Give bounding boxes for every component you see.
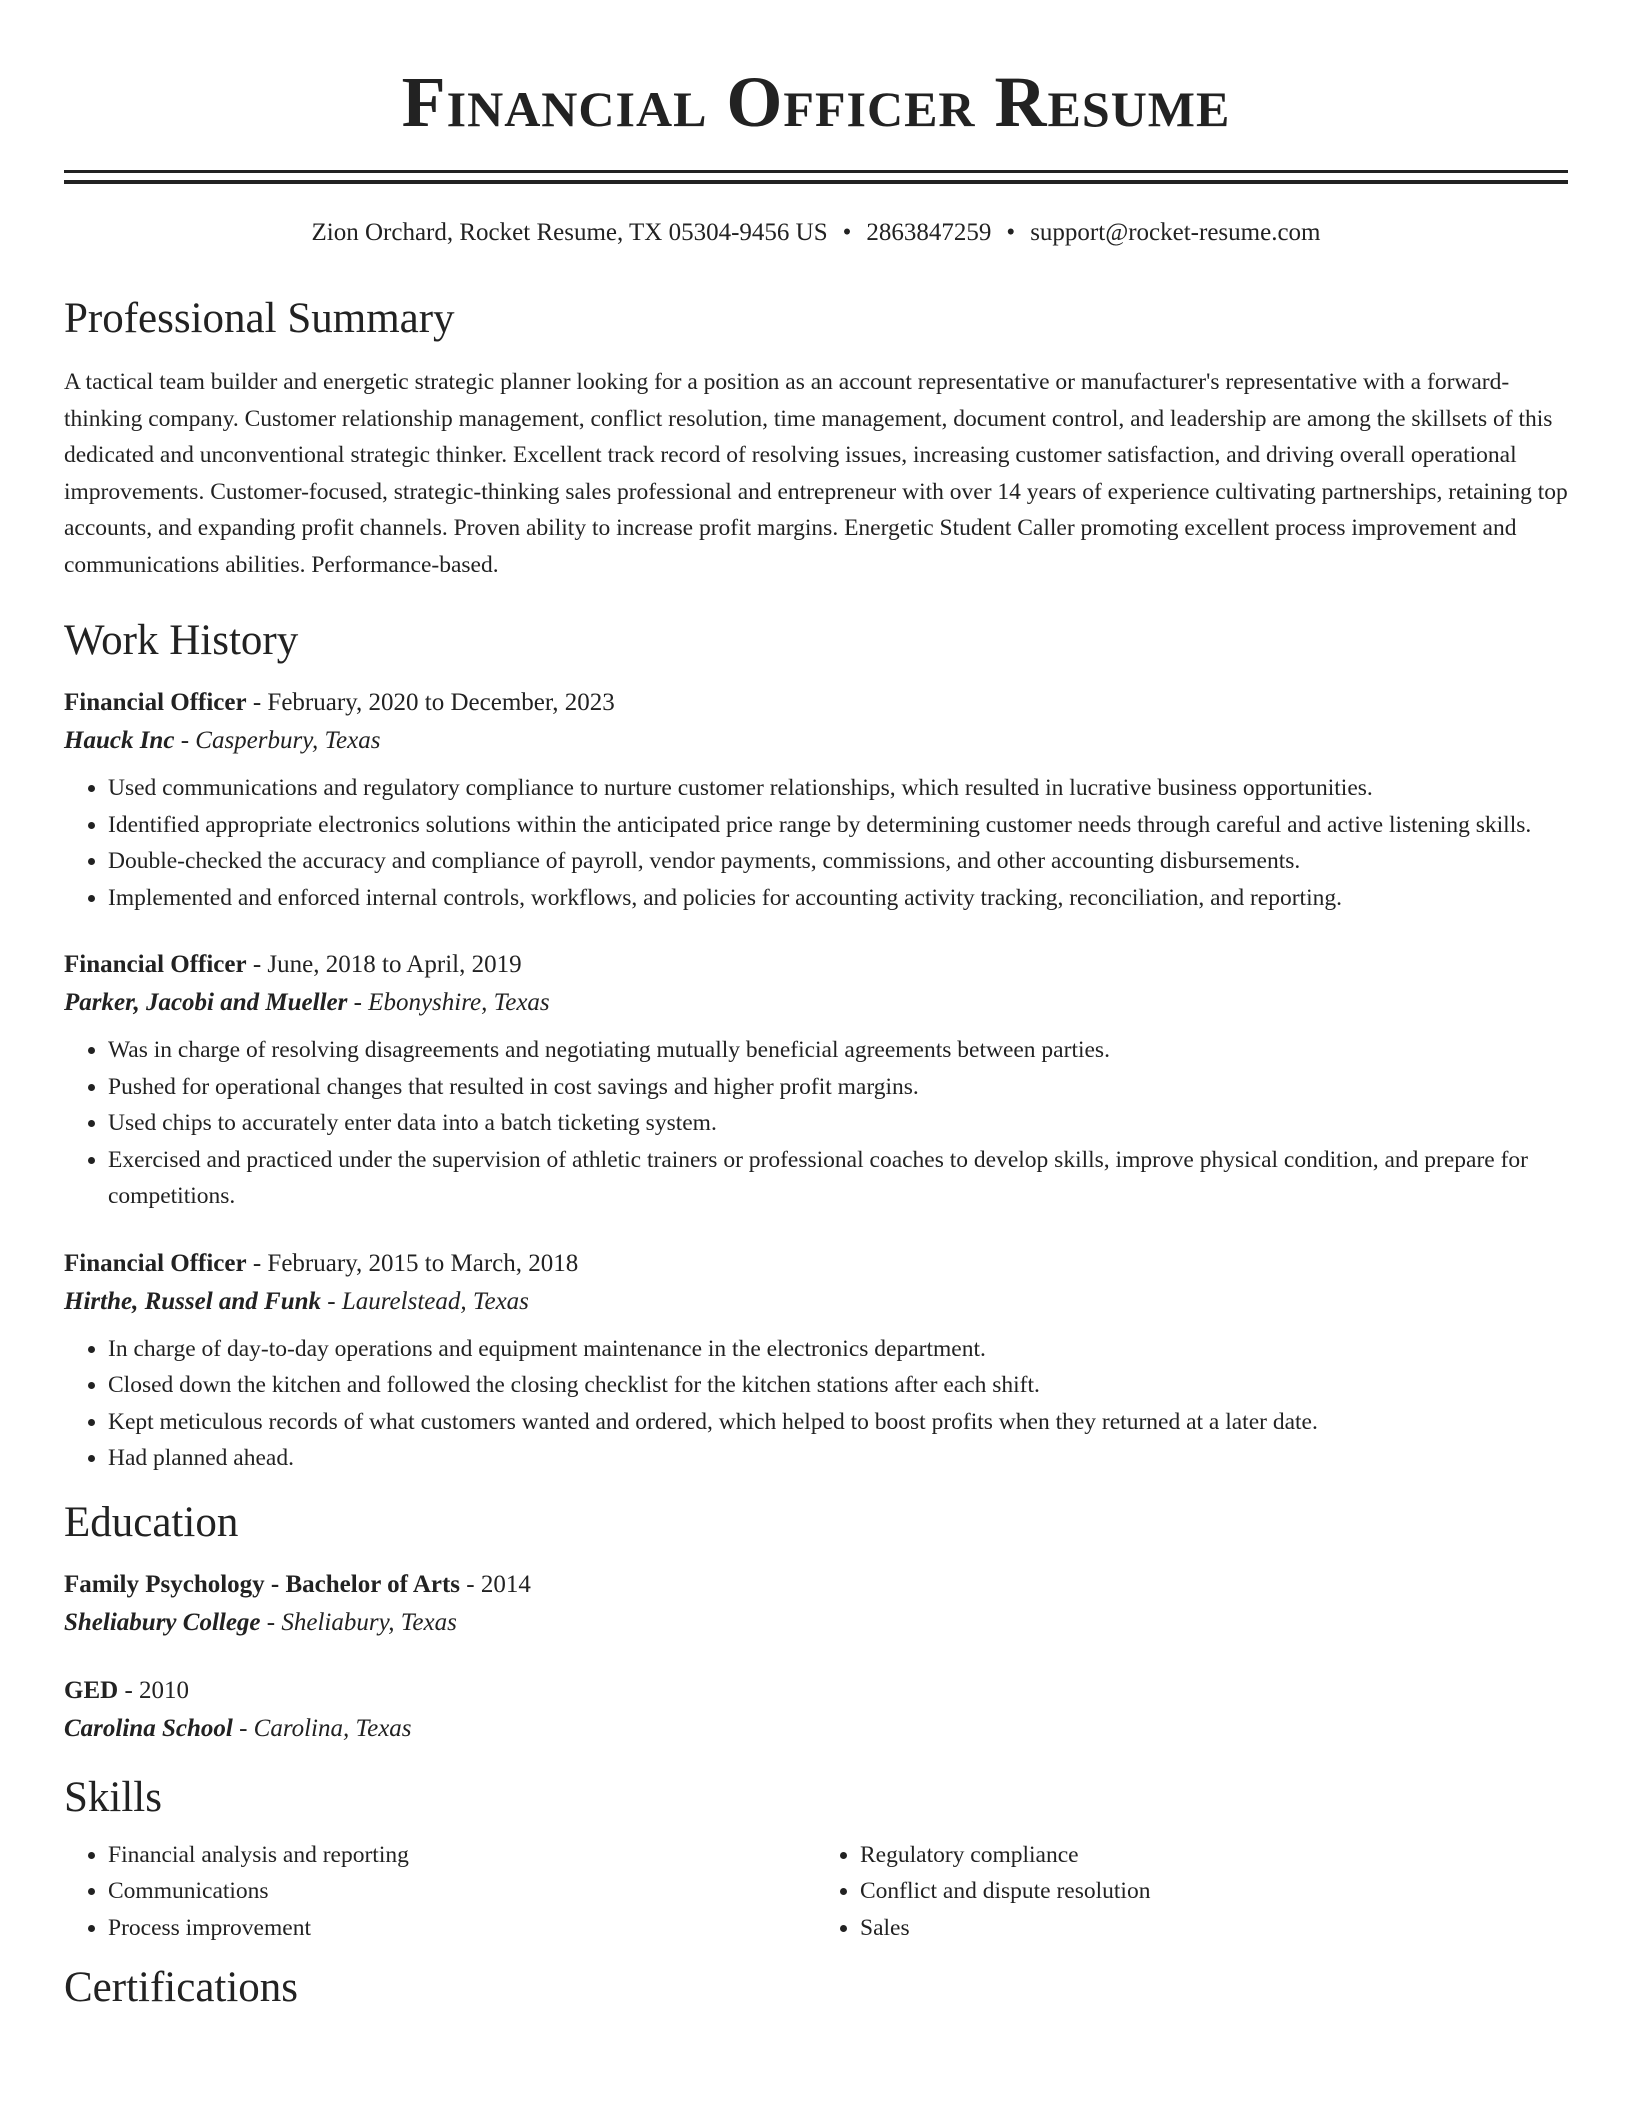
job-company-line [64, 984, 1568, 1022]
list-item: • Conflict and dispute resolution [860, 1873, 1568, 1910]
job-location: - Laurelstead, Texas [321, 1287, 529, 1315]
list-item: • Implemented and enforced internal controls, workflows, and policies for accounting activity tracking, reconciliation, and reporting. [108, 880, 1568, 917]
job-title-line [64, 684, 1568, 722]
job-entry [64, 684, 1568, 916]
list-item: • Communications [108, 1873, 816, 1910]
degree-line [64, 1566, 1568, 1604]
list-item: • Pushed for operational changes that resulted in cost savings and higher profit margins. [108, 1069, 1568, 1106]
degree-year: - 2010 [118, 1676, 190, 1704]
list-item: • Used communications and regulatory compliance to nurture customer relationships, which resulted in lucrative business opportunities. [108, 770, 1568, 807]
contact-phone: 2863847259 [866, 219, 992, 246]
job-dates: - June, 2018 to April, 2019 [246, 951, 522, 978]
school-line [64, 1710, 1568, 1748]
job-entry [64, 1245, 1568, 1477]
job-bullets [64, 770, 1568, 916]
contact-line [64, 220, 1568, 245]
job-company: Hirthe, Russel and Funk [64, 1287, 322, 1315]
summary-text: A tactical team builder and energetic strategic planner looking for a position as an account representative or manufacturer's representative with a forward-thinking company. Customer relationship management, conflict resolution, time management, document control, and leadership are among the skillsets of this dedicated and unconventional strategic thinker. Excellent track record of resolving issues, increasing customer satisfaction, and driving overall operational improvements. Customer-focused, strategic-thinking sales professional and entrepreneur with over 14 years of experience cultivating partnerships, retaining top accounts, and expanding profit channels. Proven ability to increase profit margins. Energetic Student Caller promoting excellent process improvement and communications abilities. Performance-based. [64, 369, 1568, 578]
job-company-line [64, 722, 1568, 760]
job-title-line [64, 946, 1568, 984]
job-dates: - February, 2015 to March, 2018 [246, 1249, 579, 1277]
section-heading-certifications: Certifications [64, 1964, 299, 2011]
list-item: • Identified appropriate electronics solutions within the anticipated price range by determining customer needs through careful and active listening skills. [108, 807, 1568, 844]
degree: Family Psychology - Bachelor of Arts [64, 1570, 461, 1598]
job-bullets [64, 1032, 1568, 1215]
job-title: Financial Officer [64, 951, 247, 978]
section-heading-skills: Skills [64, 1773, 162, 1821]
job-company-line [64, 1283, 1568, 1321]
page-title: Financial Officer Resume [401, 62, 1231, 142]
job-location: - Casperbury, Texas [174, 727, 381, 754]
list-item: • Exercised and practiced under the supervision of athletic trainers or professional coaches to develop skills, improve physical condition, and prepare for competitions. [108, 1142, 1568, 1215]
list-item: • Used chips to accurately enter data into a batch ticketing system. [108, 1105, 1568, 1142]
school-line [64, 1604, 1568, 1642]
job-title: Financial Officer [64, 689, 247, 716]
list-item: • In charge of day-to-day operations and equipment maintenance in the electronics department. [108, 1331, 1568, 1368]
school-location: - Carolina, Texas [232, 1714, 412, 1742]
list-item: • Regulatory compliance [860, 1837, 1568, 1874]
job-company: Hauck Inc [64, 727, 175, 754]
list-item: • Had planned ahead. [108, 1440, 1568, 1477]
contact-separator: • [1006, 219, 1016, 246]
job-bullets [64, 1331, 1568, 1477]
contact-address: Zion Orchard, Rocket Resume, TX 05304-9456 US [311, 219, 828, 246]
title-divider-top [64, 170, 1568, 173]
list-item: • Kept meticulous records of what customers wanted and ordered, which helped to boost profits when they returned at a later date. [108, 1404, 1568, 1441]
degree-line [64, 1672, 1568, 1710]
section-heading-education: Education [64, 1498, 239, 1546]
list-item: • Sales [860, 1910, 1568, 1947]
school-name: Sheliabury College [64, 1608, 261, 1636]
section-heading-summary: Professional Summary [64, 295, 455, 342]
section-heading-work-history: Work History [64, 617, 299, 664]
degree-year: - 2014 [460, 1570, 531, 1598]
list-item: • Double-checked the accuracy and compliance of payroll, vendor payments, commissions, and other accounting disbursements. [108, 843, 1568, 880]
education-entry [64, 1672, 1568, 1748]
job-location: - Ebonyshire, Texas [347, 989, 550, 1016]
job-title-line [64, 1245, 1568, 1283]
skills-column-left [64, 1837, 816, 1947]
contact-separator: • [842, 219, 852, 246]
job-entry [64, 946, 1568, 1215]
education-entry [64, 1566, 1568, 1642]
job-dates: - February, 2020 to December, 2023 [246, 689, 615, 716]
list-item: • Was in charge of resolving disagreements and negotiating mutually beneficial agreements between parties. [108, 1032, 1568, 1069]
skills-grid [64, 1837, 1568, 1947]
list-item: • Process improvement [108, 1910, 816, 1947]
job-title: Financial Officer [64, 1249, 247, 1277]
degree: GED [64, 1676, 119, 1704]
school-name: Carolina School [64, 1714, 233, 1742]
job-company: Parker, Jacobi and Mueller [64, 989, 348, 1016]
skills-column-right [816, 1837, 1568, 1947]
list-item: • Financial analysis and reporting [108, 1837, 816, 1874]
school-location: - Sheliabury, Texas [260, 1608, 457, 1636]
contact-email: support@rocket-resume.com [1030, 219, 1321, 246]
title-divider-bottom [64, 180, 1568, 184]
list-item: • Closed down the kitchen and followed the closing checklist for the kitchen stations after each shift. [108, 1367, 1568, 1404]
